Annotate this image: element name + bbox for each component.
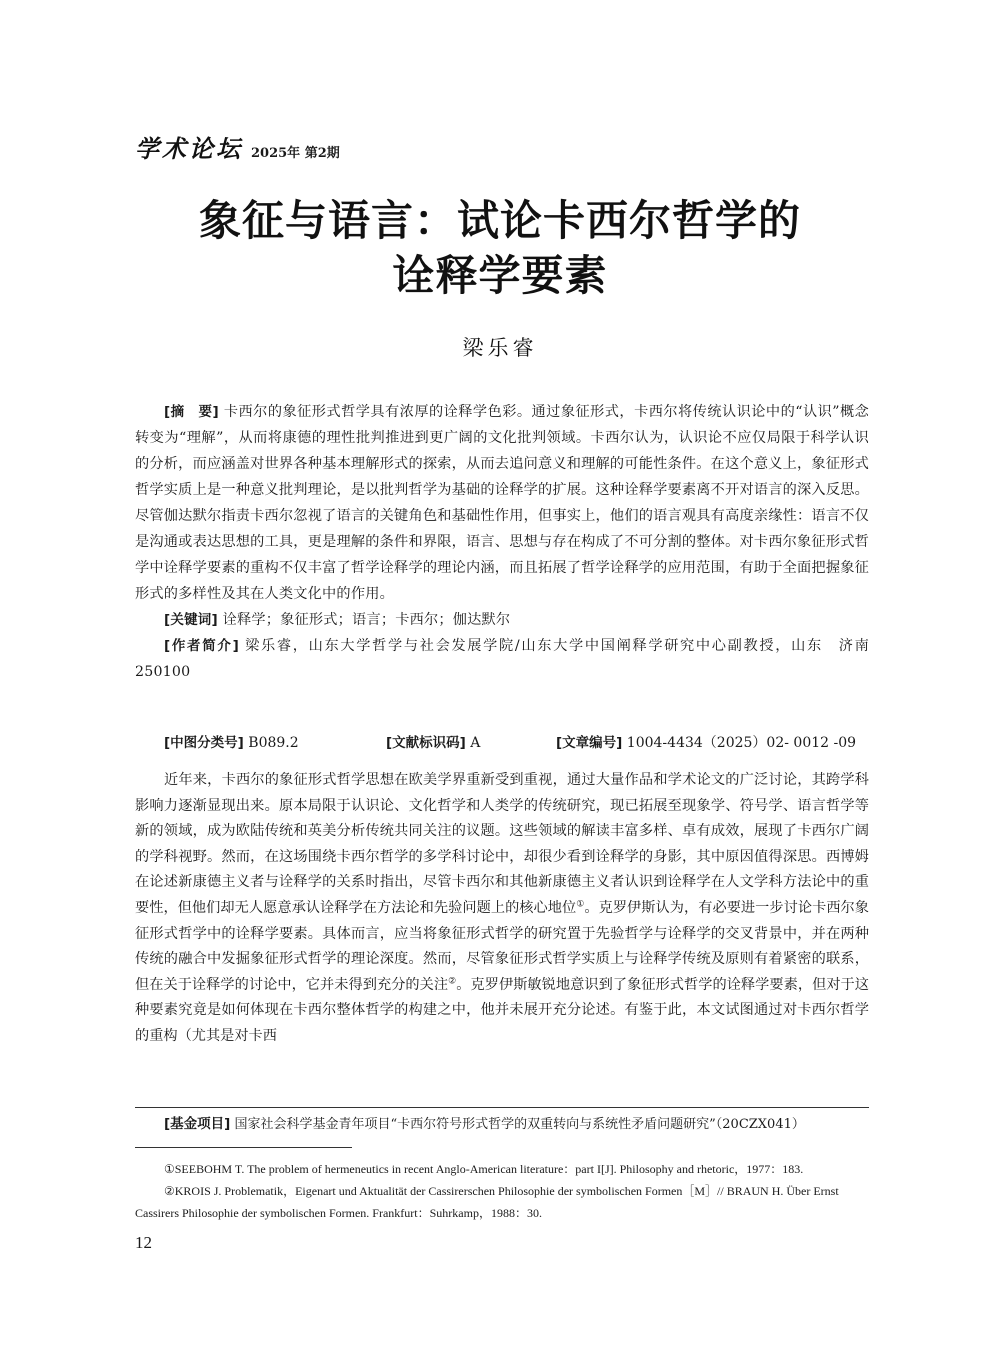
author-bio-text: 梁乐睿，山东大学哲学与社会发展学院/山东大学中国阐释学研究中心副教授，山东 济南 250100 xyxy=(135,638,884,680)
doc-value: A xyxy=(470,735,481,751)
clc-label: [中图分类号] xyxy=(164,735,244,751)
keywords-line xyxy=(135,607,869,633)
author-name: 梁乐睿 xyxy=(462,336,538,360)
funding-text: 国家社会科学基金青年项目“卡西尔符号形式哲学的双重转向与系统性矛盾问题研究”（20CZX041） xyxy=(234,1117,805,1132)
footnote-2: ②KROIS J. Problematik，Eigenart und Aktualität der Cassirerschen Philosophie der symbolischen Formen［M］// BRAUN H. Über Ernst Cassirers Philosophie der symbolischen Formen. Frankfurt：Suhrkamp，1988：30. xyxy=(135,1184,839,1220)
footnote-ref-1[interactable]: ① xyxy=(576,899,585,910)
doc-label: [文献标识码] xyxy=(386,735,466,751)
body-text-b: 。克罗伊斯认为，有必要进一步讨论卡西尔象征形式哲学中的诠释学要素。具体而言，应当将象征形式哲学的研究置于先验哲学与诠释学的交叉背景中，并在两种传统的融合中发掘象征形式哲学的理论深度。然而，尽管象征形式哲学实质上与诠释学传统及原则有着紧密的联系，但在关于诠释学的讨论中，它并未得到充分的关注 xyxy=(135,899,869,993)
issue-label: 2025年 第2期 xyxy=(251,146,340,161)
abstract-label: [摘 要] xyxy=(164,404,219,420)
article-number xyxy=(556,730,856,756)
page-number: 12 xyxy=(135,1233,152,1252)
funding-note xyxy=(164,1112,869,1137)
clc-code xyxy=(164,730,386,756)
abstract-paragraph xyxy=(135,399,869,607)
body-text-c: 。克罗伊斯敏锐地意识到了象征形式哲学的诠释学要素，但对于这种要素究竟是如何体现在卡西尔整体哲学的构建之中，他并未展开充分论述。有鉴于此，本文试图通过对卡西尔哲学的重构（尤其是对卡西 xyxy=(135,976,869,1044)
article-title-line-2: 诠释学要素 xyxy=(392,251,608,300)
abstract-text: 卡西尔的象征形式哲学具有浓厚的诠释学色彩。通过象征形式，卡西尔将传统认识论中的“认识”概念转变为“理解”，从而将康德的理性批判推进到更广阔的文化批判领域。卡西尔认为，认识论不应仅局限于科学认识的分析，而应涵盖对世界各种基本理解形式的探索，从而去追问意义和理解的可能性条件。在这个意义上，象征形式哲学实质上是一种意义批判理论，是以批判哲学为基础的诠释学的扩展。这种诠释学要素离不开对语言的深入反思。尽管伽达默尔指责卡西尔忽视了语言的关键角色和基础性作用，但事实上，他们的语言观具有高度亲缘性：语言不仅是沟通或表达思想的工具，更是理解的条件和界限，语言、思想与存在构成了不可分割的整体。对卡西尔象征形式哲学中诠释学要素的重构不仅丰富了哲学诠释学的理论内涵，而且拓展了哲学诠释学的应用范围，有助于全面把握象征形式的多样性及其在人类文化中的作用。 xyxy=(135,404,869,602)
journal-name: 学术论坛 xyxy=(135,134,243,163)
article-title-line-1: 象征与语言：试论卡西尔哲学的 xyxy=(198,196,801,245)
footnotes xyxy=(135,1158,869,1224)
running-header xyxy=(135,129,340,164)
footnote-ref-2[interactable]: ② xyxy=(448,976,457,987)
body-text-a: 近年来，卡西尔的象征形式哲学思想在欧美学界重新受到重视，通过大量作品和学术论文的广泛讨论，其跨学科影响力逐渐显现出来。原本局限于认识论、文化哲学和人类学的传统研究，现已拓展至现象学、符号学、语言哲学等新的领域，成为欧陆传统和英美分析传统共同关注的议题。这些领域的解读丰富多样、卓有成效，展现了卡西尔广阔的学科视野。然而，在这场围绕卡西尔哲学的多学科讨论中，却很少看到诠释学的身影，其中原因值得深思。西博姆在论述新康德主义者与诠释学的关系时指出，尽管卡西尔和其他新康德主义者认识到诠释学在人文学科方法论中的重要性，但他们却无人愿意承认诠释学在方法论和先验问题上的核心地位 xyxy=(135,772,869,916)
classification-codes xyxy=(164,730,869,756)
author-bio-label: [作者简介] xyxy=(164,638,239,654)
article-number-value: 1004-4434（2025）02- 0012 -09 xyxy=(626,735,857,751)
author-bio-line xyxy=(135,633,884,685)
body-paragraph xyxy=(135,768,869,1050)
footnote-1: ①SEEBOHM T. The problem of hermeneutics in recent Anglo-American literature：part I[J]. Philosophy and rhetoric，1977：183. xyxy=(164,1162,804,1176)
abstract-block xyxy=(135,399,884,685)
footnote-divider xyxy=(135,1147,352,1148)
article-number-label: [文章编号] xyxy=(556,735,623,751)
doc-code xyxy=(386,730,556,756)
keywords-text: 诠释学；象征形式；语言；卡西尔；伽达默尔 xyxy=(222,612,511,628)
body-divider xyxy=(135,1107,869,1108)
keywords-label: [关键词] xyxy=(164,612,218,628)
funding-label: [基金项目] xyxy=(164,1116,231,1132)
clc-value: B089.2 xyxy=(248,735,299,751)
